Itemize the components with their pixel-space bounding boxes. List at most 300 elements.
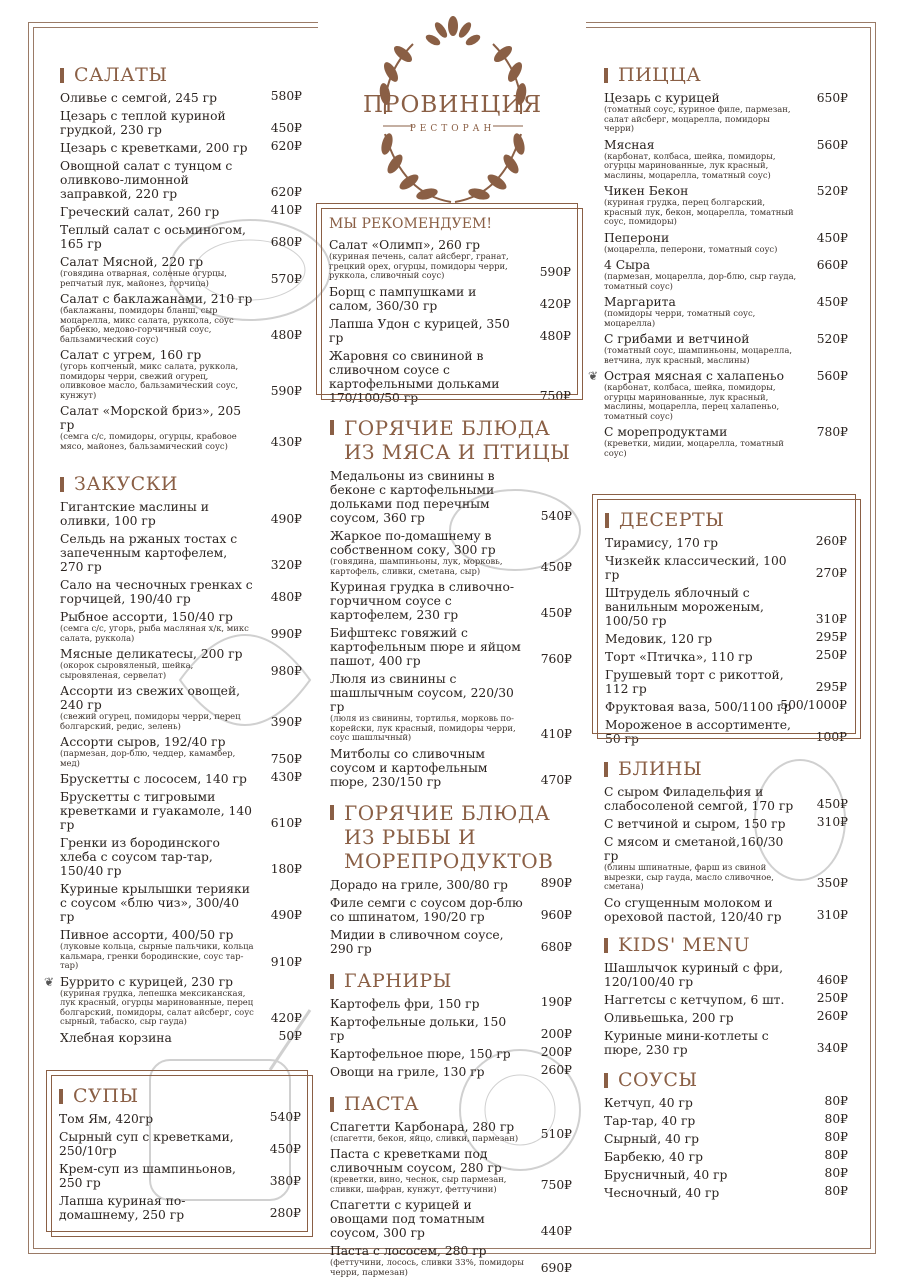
menu-item — [60, 348, 302, 400]
menu-item-description: (угорь копченый, микс салата, руккола, помидоры черри, свежий огурец, оливковое масло, бальзамический соус, кунжут) — [60, 361, 239, 400]
menu-item — [60, 684, 302, 731]
menu-item — [59, 1112, 301, 1126]
menu-item-description: (свежий огурец, помидоры черри, перец болгарский, редис, зелень) — [60, 711, 241, 731]
menu-item-price: 450₽ — [540, 560, 572, 574]
menu-item-name: Сельдь на ржаных тостах с запеченным картофелем, 270 гр — [60, 532, 238, 574]
menu-item-description: (луковые кольца, сырные пальчики, кольца кальмара, гренки бородинские, соус тар-тар) — [60, 941, 254, 970]
menu-item-price: 430₽ — [270, 770, 302, 784]
restaurant-subtitle: РЕСТОРАН — [409, 124, 496, 134]
menu-item-name: Медовик, 120 гр — [605, 632, 713, 646]
menu-item-name: Картофельные дольки, 150 гр — [330, 1014, 507, 1043]
menu-item-description: (куриная грудка, лепешка мексиканская, лук красный, огурцы маринованные, перец болгарский, помидоры, салат айсберг, соус сырный, табаско, сыр гауда) — [60, 987, 254, 1026]
menu-item — [604, 990, 848, 1007]
salads-section — [60, 64, 302, 451]
menu-item-name: Лапша куриная по-домашнему, 250 гр — [59, 1194, 186, 1222]
menu-item-price: 490₽ — [270, 908, 302, 922]
menu-item-name: Мидии в сливочном соусе, 290 гр — [330, 927, 504, 956]
menu-item-name: Салат «Морской бриз», 205 гр — [60, 404, 242, 432]
menu-item-name: Ассорти сыров, 192/40 гр — [60, 735, 226, 749]
menu-item-description: (куриная печень, салат айсберг, гранат, грецкий орех, огурцы, помидоры черри, руккола, сливочный соус) — [329, 251, 509, 280]
menu-item — [60, 772, 302, 786]
kids-list — [604, 961, 848, 1057]
menu-item-price: 480₽ — [539, 328, 571, 343]
menu-item — [330, 896, 572, 924]
menu-item-price: 760₽ — [540, 652, 572, 666]
menu-item-name: Спагетти Карбонара, 280 гр — [330, 1119, 515, 1134]
menu-item — [604, 332, 848, 365]
menu-item — [329, 317, 571, 345]
restaurant-name: ПРОВИНЦИЯ — [362, 92, 543, 118]
menu-item-price: 620₽ — [270, 139, 302, 153]
soups-box — [46, 1070, 308, 1232]
pancakes-section — [604, 758, 848, 924]
pancakes-list — [604, 785, 848, 924]
menu-item-name: Бифштекс говяжий с картофельным пюре и яйцом пашот, 400 гр — [330, 626, 521, 668]
menu-item-price: 470₽ — [540, 772, 572, 787]
menu-item-name: Салат «Олимп», 260 гр — [329, 238, 481, 252]
menu-item-price: 500/1000₽ — [780, 698, 847, 712]
menu-item-description: (окорок сыровяленый, шейка, сыровяленая, сервелат) — [60, 660, 194, 680]
menu-item-price: 910₽ — [270, 954, 302, 969]
menu-item-price: 390₽ — [270, 715, 302, 729]
menu-item-price: 310₽ — [816, 907, 848, 922]
hot-meat-list — [330, 469, 572, 789]
menu-item-name: С мясом и сметаной,160/30 гр — [604, 835, 784, 863]
pizza-list — [588, 91, 848, 458]
hot-meat-section — [330, 416, 572, 789]
menu-item-name: Овощной салат с тунцом с оливково-лимонной заправкой, 220 гр — [60, 159, 233, 201]
menu-item-price: 80₽ — [824, 1129, 848, 1144]
menu-item-price: 450₽ — [816, 797, 848, 811]
menu-item — [605, 536, 847, 550]
menu-item — [330, 1198, 572, 1240]
menu-item — [59, 1162, 301, 1190]
menu-item-price: 520₽ — [816, 184, 848, 198]
menu-item-price: 310₽ — [815, 612, 847, 626]
menu-item — [330, 1015, 572, 1043]
right-column-top — [588, 64, 848, 462]
menu-item-name: Цезарь с теплой куриной грудкой, 230 гр — [60, 109, 226, 137]
menu-item-name: С ветчиной и сыром, 150 гр — [604, 817, 786, 831]
menu-item-description: (говядина отварная, соленые огурцы, репчатый лук, майонез, горчица) — [60, 268, 227, 288]
menu-item — [60, 141, 302, 155]
kids-section — [604, 934, 848, 1057]
menu-item-description: (спагетти, бекон, яйцо, сливки, пармезан) — [330, 1132, 519, 1143]
menu-item-price: 590₽ — [270, 384, 302, 398]
menu-item-price: 990₽ — [270, 627, 302, 641]
pasta-list — [330, 1120, 572, 1278]
menu-item-name: Брусничный, 40 гр — [604, 1167, 728, 1182]
menu-item-price: 980₽ — [270, 664, 302, 678]
menu-item-price: 680₽ — [540, 939, 572, 954]
menu-item — [604, 785, 848, 813]
menu-item-name: Барбекю, 40 гр — [604, 1149, 703, 1164]
menu-item-name: Цезарь с креветками, 200 гр — [60, 141, 248, 155]
menu-item-name: Чикен Бекон — [604, 184, 689, 198]
menu-item — [60, 159, 302, 201]
menu-item-price: 200₽ — [540, 1044, 572, 1059]
section-title: KIDS' MENU — [604, 934, 848, 956]
menu-item-price: 80₽ — [824, 1111, 848, 1126]
desserts-box — [592, 494, 856, 746]
menu-item-price: 520₽ — [816, 332, 848, 346]
menu-item-price: 410₽ — [270, 203, 302, 217]
menu-item — [604, 231, 848, 255]
menu-item-name: Пивное ассорти, 400/50 гр — [60, 928, 234, 942]
menu-item-name: Салат с баклажанами, 210 гр — [60, 292, 253, 306]
menu-item-name: Жаровня со свининой в сливочном соусе с картофельными дольками 170/100/50 гр — [329, 348, 500, 405]
menu-item — [330, 580, 572, 622]
menu-item — [604, 1147, 848, 1164]
menu-item — [329, 238, 571, 281]
menu-item-price: 450₽ — [269, 1142, 301, 1156]
recommend-box — [316, 203, 578, 405]
menu-item-price: 320₽ — [270, 558, 302, 572]
menu-item — [604, 961, 848, 989]
menu-item-price: 280₽ — [269, 1206, 301, 1220]
menu-item — [330, 928, 572, 956]
menu-item — [605, 650, 847, 664]
salads-list — [60, 91, 302, 451]
menu-item-name: Греческий салат, 260 гр — [60, 205, 220, 219]
garnish-list — [330, 994, 572, 1079]
menu-item-price: 680₽ — [270, 235, 302, 249]
menu-item-name: Паста с лососем, 280 гр — [330, 1244, 487, 1258]
menu-item-name: Крем-суп из шампиньонов, 250 гр — [59, 1162, 236, 1190]
menu-item-price: 260₽ — [816, 1008, 848, 1023]
section-title: СОУСЫ — [604, 1069, 848, 1091]
menu-item — [60, 790, 302, 832]
sauces-section — [604, 1069, 848, 1200]
menu-item-name: Люля из свинины с шашлычным соусом, 220/30 гр — [330, 672, 514, 714]
menu-item-description: (креветки, мидии, моцарелла, томатный соус) — [604, 438, 784, 458]
menu-item-name: Сырный суп с креветками, 250/10гр — [59, 1130, 234, 1158]
soups-list — [59, 1112, 301, 1222]
menu-item-price: 510₽ — [540, 1127, 572, 1141]
menu-item-description: (томатный соус, шампиньоны, моцарелла, ветчина, лук красный, маслины) — [604, 345, 793, 365]
menu-item-description: (семга с/с, угорь, рыба масляная х/к, микс салата, руккола) — [60, 623, 249, 643]
section-title: ПАСТА — [330, 1093, 572, 1115]
pizza-section — [588, 64, 848, 458]
menu-item — [60, 735, 302, 768]
menu-item-name: Картофель фри, 150 гр — [330, 996, 480, 1011]
menu-item-name: Штрудель яблочный с ванильным мороженым, 100/50 гр — [605, 586, 764, 628]
menu-item-price: 450₽ — [270, 121, 302, 135]
menu-item — [604, 1008, 848, 1025]
menu-item-name: Чесночный, 40 гр — [604, 1185, 720, 1200]
menu-item-description: (пармезан, дор-блю, чеддер, камамбер, мед) — [60, 748, 236, 768]
menu-item-name: Митболы со сливочным соусом и картофельным пюре, 230/150 гр — [330, 746, 488, 789]
garnish-section — [330, 970, 572, 1079]
menu-item-price: 420₽ — [539, 296, 571, 311]
menu-item-description: (блины шпинатные, фарш из свиной вырезки, сыр гауда, масло сливочное, сметана) — [604, 862, 774, 891]
snacks-section — [44, 473, 302, 1045]
menu-item — [605, 632, 847, 646]
menu-item-name: Буррито с курицей, 230 гр — [60, 974, 234, 989]
menu-item-price: 580₽ — [270, 89, 302, 103]
menu-item — [605, 554, 847, 582]
snacks-list — [44, 500, 302, 1045]
menu-item — [604, 1093, 848, 1110]
menu-item — [604, 295, 848, 328]
menu-item-price: 570₽ — [270, 272, 302, 286]
menu-item-name: Том Ям, 420гр — [59, 1112, 154, 1126]
menu-item — [330, 529, 572, 576]
menu-item-price: 540₽ — [540, 509, 572, 523]
menu-item-price: 295₽ — [815, 680, 847, 694]
menu-item-description: (пармезан, моцарелла, дор-блю, сыр гауда, томатный соус) — [604, 271, 797, 291]
menu-item-price: 80₽ — [824, 1165, 848, 1180]
menu-item — [605, 718, 847, 746]
menu-item-price: 610₽ — [270, 816, 302, 830]
menu-item-name: Гренки из бородинского хлеба с соусом тар-тар, 150/40 гр — [60, 836, 220, 878]
pasta-section — [330, 1093, 572, 1278]
menu-item — [604, 817, 848, 831]
menu-item-price: 450₽ — [540, 606, 572, 620]
menu-item — [330, 1147, 572, 1194]
menu-item-description: (люля из свинины, тортилья, морковь по-корейски, лук красный, помидоры черри, соус шашлычный) — [330, 713, 516, 742]
recommend-list — [329, 238, 571, 405]
menu-item-name: Ассорти из свежих овощей, 240 гр — [60, 684, 241, 712]
menu-item — [604, 1029, 848, 1057]
menu-item-name: Салат с угрем, 160 гр — [60, 348, 202, 362]
menu-item — [330, 469, 572, 525]
menu-item-price: 650₽ — [816, 91, 848, 105]
menu-item — [604, 1129, 848, 1146]
menu-item-description: (куриная грудка, перец болгарский, красный лук, бекон, моцарелла, томатный соус, помидоры) — [604, 197, 794, 226]
menu-item-name: Куриная грудка в сливочно-горчичном соусе с картофелем, 230 гр — [330, 580, 514, 622]
menu-item — [60, 292, 302, 344]
menu-item-name: Кетчуп, 40 гр — [604, 1095, 693, 1110]
menu-item — [604, 91, 848, 134]
menu-item-name: Со сгущенным молоком и ореховой пастой, 120/40 гр — [604, 895, 782, 924]
menu-item-name: Салат Мясной, 220 гр — [60, 255, 204, 269]
menu-item-name: Сало на чесночных гренках с горчицей, 190/40 гр — [60, 578, 253, 606]
menu-item — [604, 425, 848, 458]
menu-item-name: Торт «Птичка», 110 гр — [605, 650, 753, 664]
menu-item — [60, 532, 302, 574]
menu-item-description: (томатный соус, куриное филе, пармезан, салат айсберг, моцарелла, помидоры черри) — [604, 104, 791, 133]
menu-item-description: (карбонат, колбаса, шейка, помидоры, огурцы маринованные, лук красный, маслины, моцарелла, перец халапеньо, томатный соус) — [604, 382, 780, 421]
menu-item-price: 560₽ — [816, 369, 848, 383]
menu-item-price: 660₽ — [816, 258, 848, 272]
menu-item — [60, 647, 302, 680]
recommend-title: МЫ РЕКОМЕНДУЕМ! — [329, 216, 492, 232]
menu-item-name: Теплый салат с осьминогом, 165 гр — [60, 223, 246, 251]
desserts-list — [605, 536, 847, 746]
menu-item — [330, 1062, 572, 1079]
menu-item — [604, 1183, 848, 1200]
menu-item-price: 440₽ — [540, 1224, 572, 1238]
menu-item-price: 540₽ — [269, 1110, 301, 1124]
menu-item-name: Борщ с пампушками и салом, 360/30 гр — [329, 284, 477, 313]
menu-item-price: 560₽ — [816, 137, 848, 152]
menu-item-description: (семга с/с, помидоры, огурцы, крабовое мясо, майонез, бальзамический соус) — [60, 431, 237, 451]
section-title: ГАРНИРЫ — [330, 970, 572, 992]
menu-item — [330, 994, 572, 1011]
menu-item-price: 80₽ — [824, 1183, 848, 1198]
menu-item-name: С грибами и ветчиной — [604, 332, 750, 346]
menu-item-price: 270₽ — [815, 566, 847, 580]
menu-item-price: 100₽ — [815, 730, 847, 744]
menu-item — [604, 1165, 848, 1182]
menu-item-price: 590₽ — [539, 264, 571, 279]
menu-item-name: Мясные деликатесы, 200 гр — [60, 647, 243, 661]
menu-item-name: Острая мясная с халапеньо — [604, 369, 785, 383]
menu-item-price: 180₽ — [270, 862, 302, 876]
section-title: САЛАТЫ — [60, 64, 302, 86]
menu-item-name: Спагетти с курицей и овощами под томатным соусом, 300 гр — [330, 1198, 485, 1240]
menu-item-description: (моцарелла, пеперони, томатный соус) — [604, 243, 778, 254]
menu-item-name: Мясная — [604, 137, 655, 152]
menu-item-name: Жаркое по-домашнему в собственном соку, 300 гр — [330, 529, 496, 557]
menu-item-price: 450₽ — [816, 295, 848, 309]
menu-item — [60, 1028, 302, 1045]
menu-item — [60, 404, 302, 451]
menu-item — [60, 882, 302, 924]
menu-item-price: 750₽ — [270, 752, 302, 766]
menu-item-name: Тирамису, 170 гр — [605, 536, 718, 550]
menu-item-price: 490₽ — [270, 512, 302, 526]
menu-item-price: 620₽ — [270, 185, 302, 199]
menu-item — [59, 1194, 301, 1222]
menu-item — [59, 1130, 301, 1158]
menu-item — [604, 184, 848, 227]
menu-item — [605, 668, 847, 696]
menu-item-name: Маргарита — [604, 295, 676, 309]
menu-item-price: 430₽ — [270, 435, 302, 449]
menu-item-price: 200₽ — [540, 1026, 572, 1041]
section-title: БЛИНЫ — [604, 758, 848, 780]
menu-item-name: Филе семги с соусом дор-блю со шпинатом, 190/20 гр — [330, 895, 523, 924]
menu-item-description: (феттучини, лосось, сливки 33%, помидоры черри, пармезан) — [330, 1257, 524, 1277]
menu-item-price: 380₽ — [269, 1174, 301, 1188]
menu-item — [60, 255, 302, 288]
section-title: ПИЦЦА — [604, 64, 848, 86]
sauces-list — [604, 1093, 848, 1200]
menu-item-price: 420₽ — [270, 1010, 302, 1025]
menu-item-name: С морепродуктами — [604, 425, 728, 439]
chili-pepper-icon: ❦ — [44, 974, 55, 989]
menu-item-name: Брускетты с лососем, 140 гр — [60, 772, 247, 786]
menu-item-name: Грушевый торт с рикоттой, 112 гр — [605, 668, 784, 696]
menu-item-name: Гигантские маслины и оливки, 100 гр — [60, 500, 209, 528]
menu-item-price: 260₽ — [815, 534, 847, 548]
menu-item-name: Цезарь с курицей — [604, 91, 720, 105]
menu-item-price: 350₽ — [816, 875, 848, 890]
menu-item-price: 480₽ — [270, 590, 302, 604]
menu-item-price: 260₽ — [540, 1062, 572, 1077]
menu-item-name: С сыром Филадельфия и слабосоленой семгой, 170 гр — [604, 785, 794, 813]
menu-item-name: Хлебная корзина — [60, 1030, 172, 1045]
menu-item-price: 460₽ — [816, 972, 848, 987]
menu-item — [604, 835, 848, 892]
menu-item — [60, 610, 302, 643]
menu-item-name: Оливьешька, 200 гр — [604, 1010, 734, 1025]
menu-item-name: Чизкейк классический, 100 гр — [605, 554, 787, 582]
menu-item-name: Брускетты с тигровыми креветками и гуакамоле, 140 гр — [60, 790, 253, 832]
chili-pepper-icon: ❦ — [588, 369, 599, 383]
menu-item-name: Дорадо на гриле, 300/80 гр — [330, 877, 508, 892]
menu-item-name: Оливье с семгой, 245 гр — [60, 91, 217, 105]
hot-fish-list — [330, 875, 572, 956]
menu-item-name: 4 Сыра — [604, 258, 651, 272]
menu-item — [604, 1111, 848, 1128]
menu-item-name: Тар-тар, 40 гр — [604, 1113, 696, 1128]
menu-item — [330, 1244, 572, 1277]
section-title: ГОРЯЧИЕ БЛЮДА ИЗ МЯСА И ПТИЦЫ — [330, 416, 572, 464]
menu-item-price: 295₽ — [815, 630, 847, 644]
menu-item — [60, 109, 302, 137]
menu-item-description: (креветки, вино, чеснок, сыр пармезан, сливки, шафран, кунжут, феттучини) — [330, 1174, 507, 1194]
menu-item — [60, 500, 302, 528]
menu-item-name: Паста с креветками под сливочным соусом, 280 гр — [330, 1147, 502, 1175]
section-title: ЗАКУСКИ — [60, 473, 302, 495]
menu-item-name: Медальоны из свинины в беконе с картофельными дольками под перечным соусом, 360 гр — [330, 469, 495, 525]
menu-item — [60, 928, 302, 971]
menu-item — [60, 91, 302, 105]
menu-item — [605, 700, 847, 714]
menu-item — [330, 875, 572, 892]
menu-item — [605, 586, 847, 628]
menu-item-name: Фруктовая ваза, 500/1100 гр — [605, 700, 792, 714]
menu-item-price: 410₽ — [540, 726, 572, 741]
menu-item-name: Шашлычок куриный с фри, 120/100/40 гр — [604, 960, 783, 989]
menu-item-price: 690₽ — [540, 1261, 572, 1275]
menu-item-name: Наггетсы с кетчупом, 6 шт. — [604, 992, 785, 1007]
menu-item-price: 780₽ — [816, 425, 848, 439]
menu-item — [329, 349, 571, 405]
menu-item-price: 310₽ — [816, 815, 848, 829]
menu-item-description: (помидоры черри, томатный соус, моцарелла) — [604, 308, 756, 328]
menu-item-price: 340₽ — [816, 1040, 848, 1055]
menu-item — [44, 974, 302, 1027]
menu-item-name: Куриные мини-котлеты с пюре, 230 гр — [604, 1028, 769, 1057]
menu-item — [330, 1044, 572, 1061]
right-column-bottom — [604, 758, 848, 1204]
menu-item-name: Сырный, 40 гр — [604, 1131, 699, 1146]
menu-item — [329, 285, 571, 313]
menu-item-description: (говядина, шампиньоны, лук, морковь, картофель, сливки, сметана, сыр) — [330, 556, 503, 576]
menu-item-price: 80₽ — [824, 1093, 848, 1108]
section-title: СУПЫ — [59, 1085, 301, 1107]
menu-item — [60, 578, 302, 606]
restaurant-logo — [360, 14, 545, 214]
menu-item — [330, 1120, 572, 1144]
menu-item-name: Куриные крылышки терияки с соусом «блю чиз», 300/40 гр — [60, 882, 250, 924]
menu-item-price: 250₽ — [815, 648, 847, 662]
menu-item-price: 960₽ — [540, 907, 572, 922]
section-title: ДЕСЕРТЫ — [605, 509, 847, 531]
menu-item-name: Пеперони — [604, 230, 670, 245]
menu-item-price: 890₽ — [540, 875, 572, 890]
left-column — [44, 64, 302, 1049]
menu-item-name: Овощи на гриле, 130 гр — [330, 1064, 485, 1079]
menu-item — [330, 747, 572, 789]
section-title: ГОРЯЧИЕ БЛЮДА ИЗ РЫБЫ И МОРЕПРОДУКТОВ — [330, 801, 572, 873]
menu-item — [604, 258, 848, 291]
menu-item-name: Мороженое в ассортименте, 50 гр — [605, 718, 791, 746]
menu-item-description: (баклажаны, помидоры бланш, сыр моцарелла, микс салата, руккола, соус барбекю, медово-горчичный соус, бальзамический соус) — [60, 305, 234, 344]
menu-item-price: 750₽ — [539, 388, 571, 403]
menu-item-price: 750₽ — [540, 1178, 572, 1192]
hot-fish-section — [330, 801, 572, 956]
menu-item — [60, 205, 302, 219]
menu-item — [330, 672, 572, 743]
menu-item-price: 450₽ — [816, 230, 848, 245]
menu-item-price: 80₽ — [824, 1147, 848, 1162]
menu-item-price: 50₽ — [278, 1028, 302, 1043]
